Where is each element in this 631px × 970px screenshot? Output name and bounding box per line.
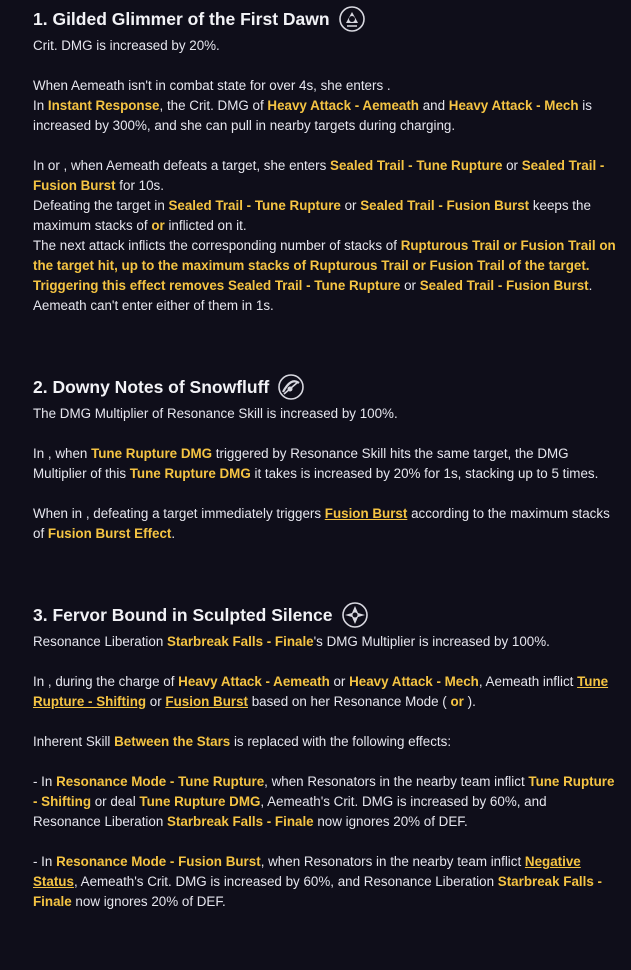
paragraph: Crit. DMG is increased by 20%. bbox=[33, 38, 220, 53]
keyword-highlight: Tune Rupture DMG bbox=[139, 794, 261, 809]
paragraph: Defeating the target in Sealed Trail - Tune Rupture or Sealed Trail - Fusion Burst keeps the maximum stacks of or inflicted on it. bbox=[33, 198, 591, 233]
emblem-icon-1 bbox=[338, 5, 366, 33]
paragraph: In Instant Response, the Crit. DMG of Heavy Attack - Aemeath and Heavy Attack - Mech is increased by 300%, and she can pull in nearby targets during charging. bbox=[33, 98, 592, 133]
keyword-highlight: Resonance Mode - Fusion Burst bbox=[56, 854, 261, 869]
paragraph: - In Resonance Mode - Fusion Burst, when Resonators in the nearby team inflict Negative Status, Aemeath's Crit. DMG is increased by 60%, and Resonance Liberation Starbreak Falls - Finale now ignores 20% of DEF. bbox=[33, 854, 602, 909]
section-title: 1. Gilded Glimmer of the First Dawn bbox=[33, 4, 617, 34]
keyword-highlight: Heavy Attack - Aemeath bbox=[267, 98, 419, 113]
section-1 bbox=[33, 0, 617, 316]
keyword-highlight: Sealed Trail - Fusion Burst bbox=[419, 278, 589, 293]
keyword-highlight: Between the Stars bbox=[114, 734, 231, 749]
keyword-highlight: Tune Rupture DMG bbox=[91, 446, 213, 461]
keyword-highlight: Tune Rupture DMG bbox=[129, 466, 251, 481]
keyword-highlight: or bbox=[450, 694, 464, 709]
paragraph: The next attack inflicts the corresponding number of stacks of Rupturous Trail or Fusion Trail on the target hit, up to the maximum stacks of Rupturous Trail or Fusion Trail of the target. Triggering this effect removes Sealed Trail - Tune Rupture or Sealed Trail - Fusion Burst. Aemeath can't enter either of them in 1s. bbox=[33, 238, 616, 313]
paragraph: In or , when Aemeath defeats a target, she enters Sealed Trail - Tune Rupture or Sealed Trail - Fusion Burst for 10s. bbox=[33, 158, 605, 193]
keyword-link[interactable]: Negative Status bbox=[33, 854, 581, 889]
keyword-highlight: Instant Response bbox=[47, 98, 160, 113]
keyword-highlight: Heavy Attack - Aemeath bbox=[178, 674, 330, 689]
keyword-highlight: Fusion Burst Effect bbox=[47, 526, 172, 541]
keyword-highlight: Sealed Trail - Tune Rupture bbox=[168, 198, 341, 213]
keyword-highlight: Resonance Mode - Tune Rupture bbox=[56, 774, 265, 789]
keyword-highlight: Sealed Trail - Fusion Burst bbox=[33, 158, 605, 193]
keyword-highlight: Heavy Attack - Mech bbox=[448, 98, 579, 113]
section-2 bbox=[33, 372, 617, 544]
paragraph: - In Resonance Mode - Tune Rupture, when Resonators in the nearby team inflict Tune Rupture - Shifting or deal Tune Rupture DMG, Aemeath's Crit. DMG is increased by 60%, and Resonance Liberation Starbreak Falls - Finale now ignores 20% of DEF. bbox=[33, 774, 615, 829]
keyword-highlight: or bbox=[151, 218, 165, 233]
keyword-highlight: Rupturous Trail or Fusion Trail on the target hit, up to the maximum stacks of Rupturous Trail or Fusion Trail of the target. Triggering this effect removes Sealed Trail - Tune Rupture bbox=[33, 238, 616, 293]
keyword-highlight: Starbreak Falls - Finale bbox=[167, 634, 314, 649]
keyword-highlight: Tune Rupture - Shifting bbox=[33, 774, 615, 809]
keyword-link[interactable]: Fusion Burst bbox=[165, 694, 248, 709]
section-title: 2. Downy Notes of Snowfluff bbox=[33, 372, 617, 402]
emblem-icon-3 bbox=[341, 601, 369, 629]
keyword-highlight: Starbreak Falls - Finale bbox=[167, 814, 314, 829]
paragraph: In , when Tune Rupture DMG triggered by Resonance Skill hits the same target, the DMG Multiplier of this Tune Rupture DMG it takes is increased by 20% for 1s, stacking up to 5 times. bbox=[33, 446, 599, 481]
section-3 bbox=[33, 600, 617, 912]
keyword-link[interactable]: Tune Rupture - Shifting bbox=[33, 674, 609, 709]
keyword-highlight: Starbreak Falls - Finale bbox=[33, 874, 602, 909]
paragraph: When Aemeath isn't in combat state for over 4s, she enters . bbox=[33, 78, 391, 93]
paragraph: The DMG Multiplier of Resonance Skill is increased by 100%. bbox=[33, 406, 398, 421]
keyword-highlight: Sealed Trail - Tune Rupture bbox=[330, 158, 503, 173]
paragraph: Resonance Liberation Starbreak Falls - Finale's DMG Multiplier is increased by 100%. bbox=[33, 634, 550, 649]
keyword-highlight: Sealed Trail - Fusion Burst bbox=[360, 198, 530, 213]
keyword-highlight: Heavy Attack - Mech bbox=[349, 674, 479, 689]
section-title: 3. Fervor Bound in Sculpted Silence bbox=[33, 600, 617, 630]
paragraph: Inherent Skill Between the Stars is replaced with the following effects: bbox=[33, 734, 452, 749]
paragraph: In , during the charge of Heavy Attack - Aemeath or Heavy Attack - Mech, Aemeath inflict Tune Rupture - Shifting or Fusion Burst based on her Resonance Mode ( or ). bbox=[33, 674, 609, 709]
keyword-link[interactable]: Fusion Burst bbox=[324, 506, 408, 521]
emblem-icon-2 bbox=[277, 373, 305, 401]
paragraph: When in , defeating a target immediately triggers Fusion Burst according to the maximum stacks of Fusion Burst Effect. bbox=[33, 506, 610, 541]
